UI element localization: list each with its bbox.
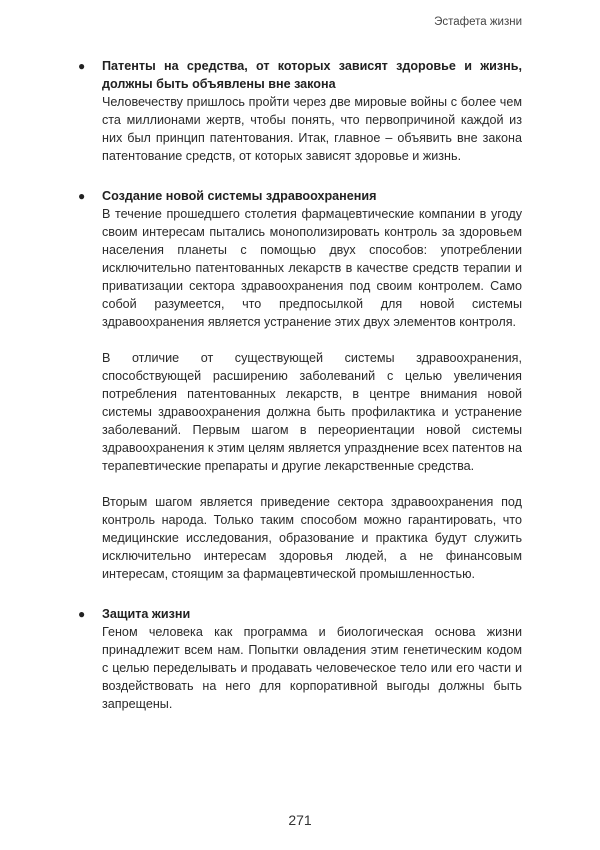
section-life-protection — [78, 605, 522, 713]
bullet-icon: ● — [78, 59, 86, 73]
section-title: Защита жизни — [102, 607, 191, 621]
section-title: Создание новой системы здравоохранения — [102, 189, 377, 203]
section-title: Патенты на средства, от которых зависят здоровье и жизнь, должны быть объявлены вне закона — [102, 59, 522, 91]
section-healthcare — [78, 187, 522, 583]
paragraph: Геном человека как программа и биологическая основа жизни принадлежит всем нам. Попытки овладения этим генетическим кодом с целью переделывать и продавать человеческое тело или его части и воздействовать на него для корпоративной выгоды должны быть запрещены. — [102, 625, 522, 711]
bullet-icon: ● — [78, 189, 86, 203]
paragraph: Вторым шагом является приведение сектора здравоохранения под контроль народа. Только таким способом можно гарантировать, что медицинские исследования, образование и практика будут служить исключительно интересам здоровья людей, а не финансовым интересам, стоящим за фармацевтической промышленностью. — [102, 495, 522, 581]
paragraph: В течение прошедшего столетия фармацевтические компании в угоду своим интересам пытались монополизировать контроль за здоровьем населения планеты с помощью двух способов: употреблении исключительно патентованных лекарств в качестве средств терапии и приватизации сектора здравоохранения под своим контролем. Само собой разумеется, что предпосылкой для новой системы здравоохранения является устранение этих двух элементов контроля. — [102, 207, 522, 329]
page-content — [78, 57, 522, 735]
running-header: Эстафета жизни — [434, 16, 522, 28]
section-patents — [78, 57, 522, 165]
bullet-icon: ● — [78, 607, 86, 621]
paragraph: В отличие от существующей системы здравоохранения, способствующей расширению заболеваний с целью увеличения потребления патентованных лекарств, в центре внимания новой системы здравоохранения должна быть профилактика и устранение заболеваний. Первым шагом в переориентации новой системы здравоохранения к этим целям является упразднение всех патентов на терапевтические препараты и другие лекарственные средства. — [102, 351, 522, 473]
page-number: 271 — [288, 812, 312, 828]
paragraph: Человечеству пришлось пройти через две мировые войны с более чем ста миллионами жертв, чтобы понять, что первопричиной каждой из них был принцип патентования. Итак, главное – объявить вне закона патентование средств, от которых зависят здоровье и жизнь. — [102, 95, 522, 163]
